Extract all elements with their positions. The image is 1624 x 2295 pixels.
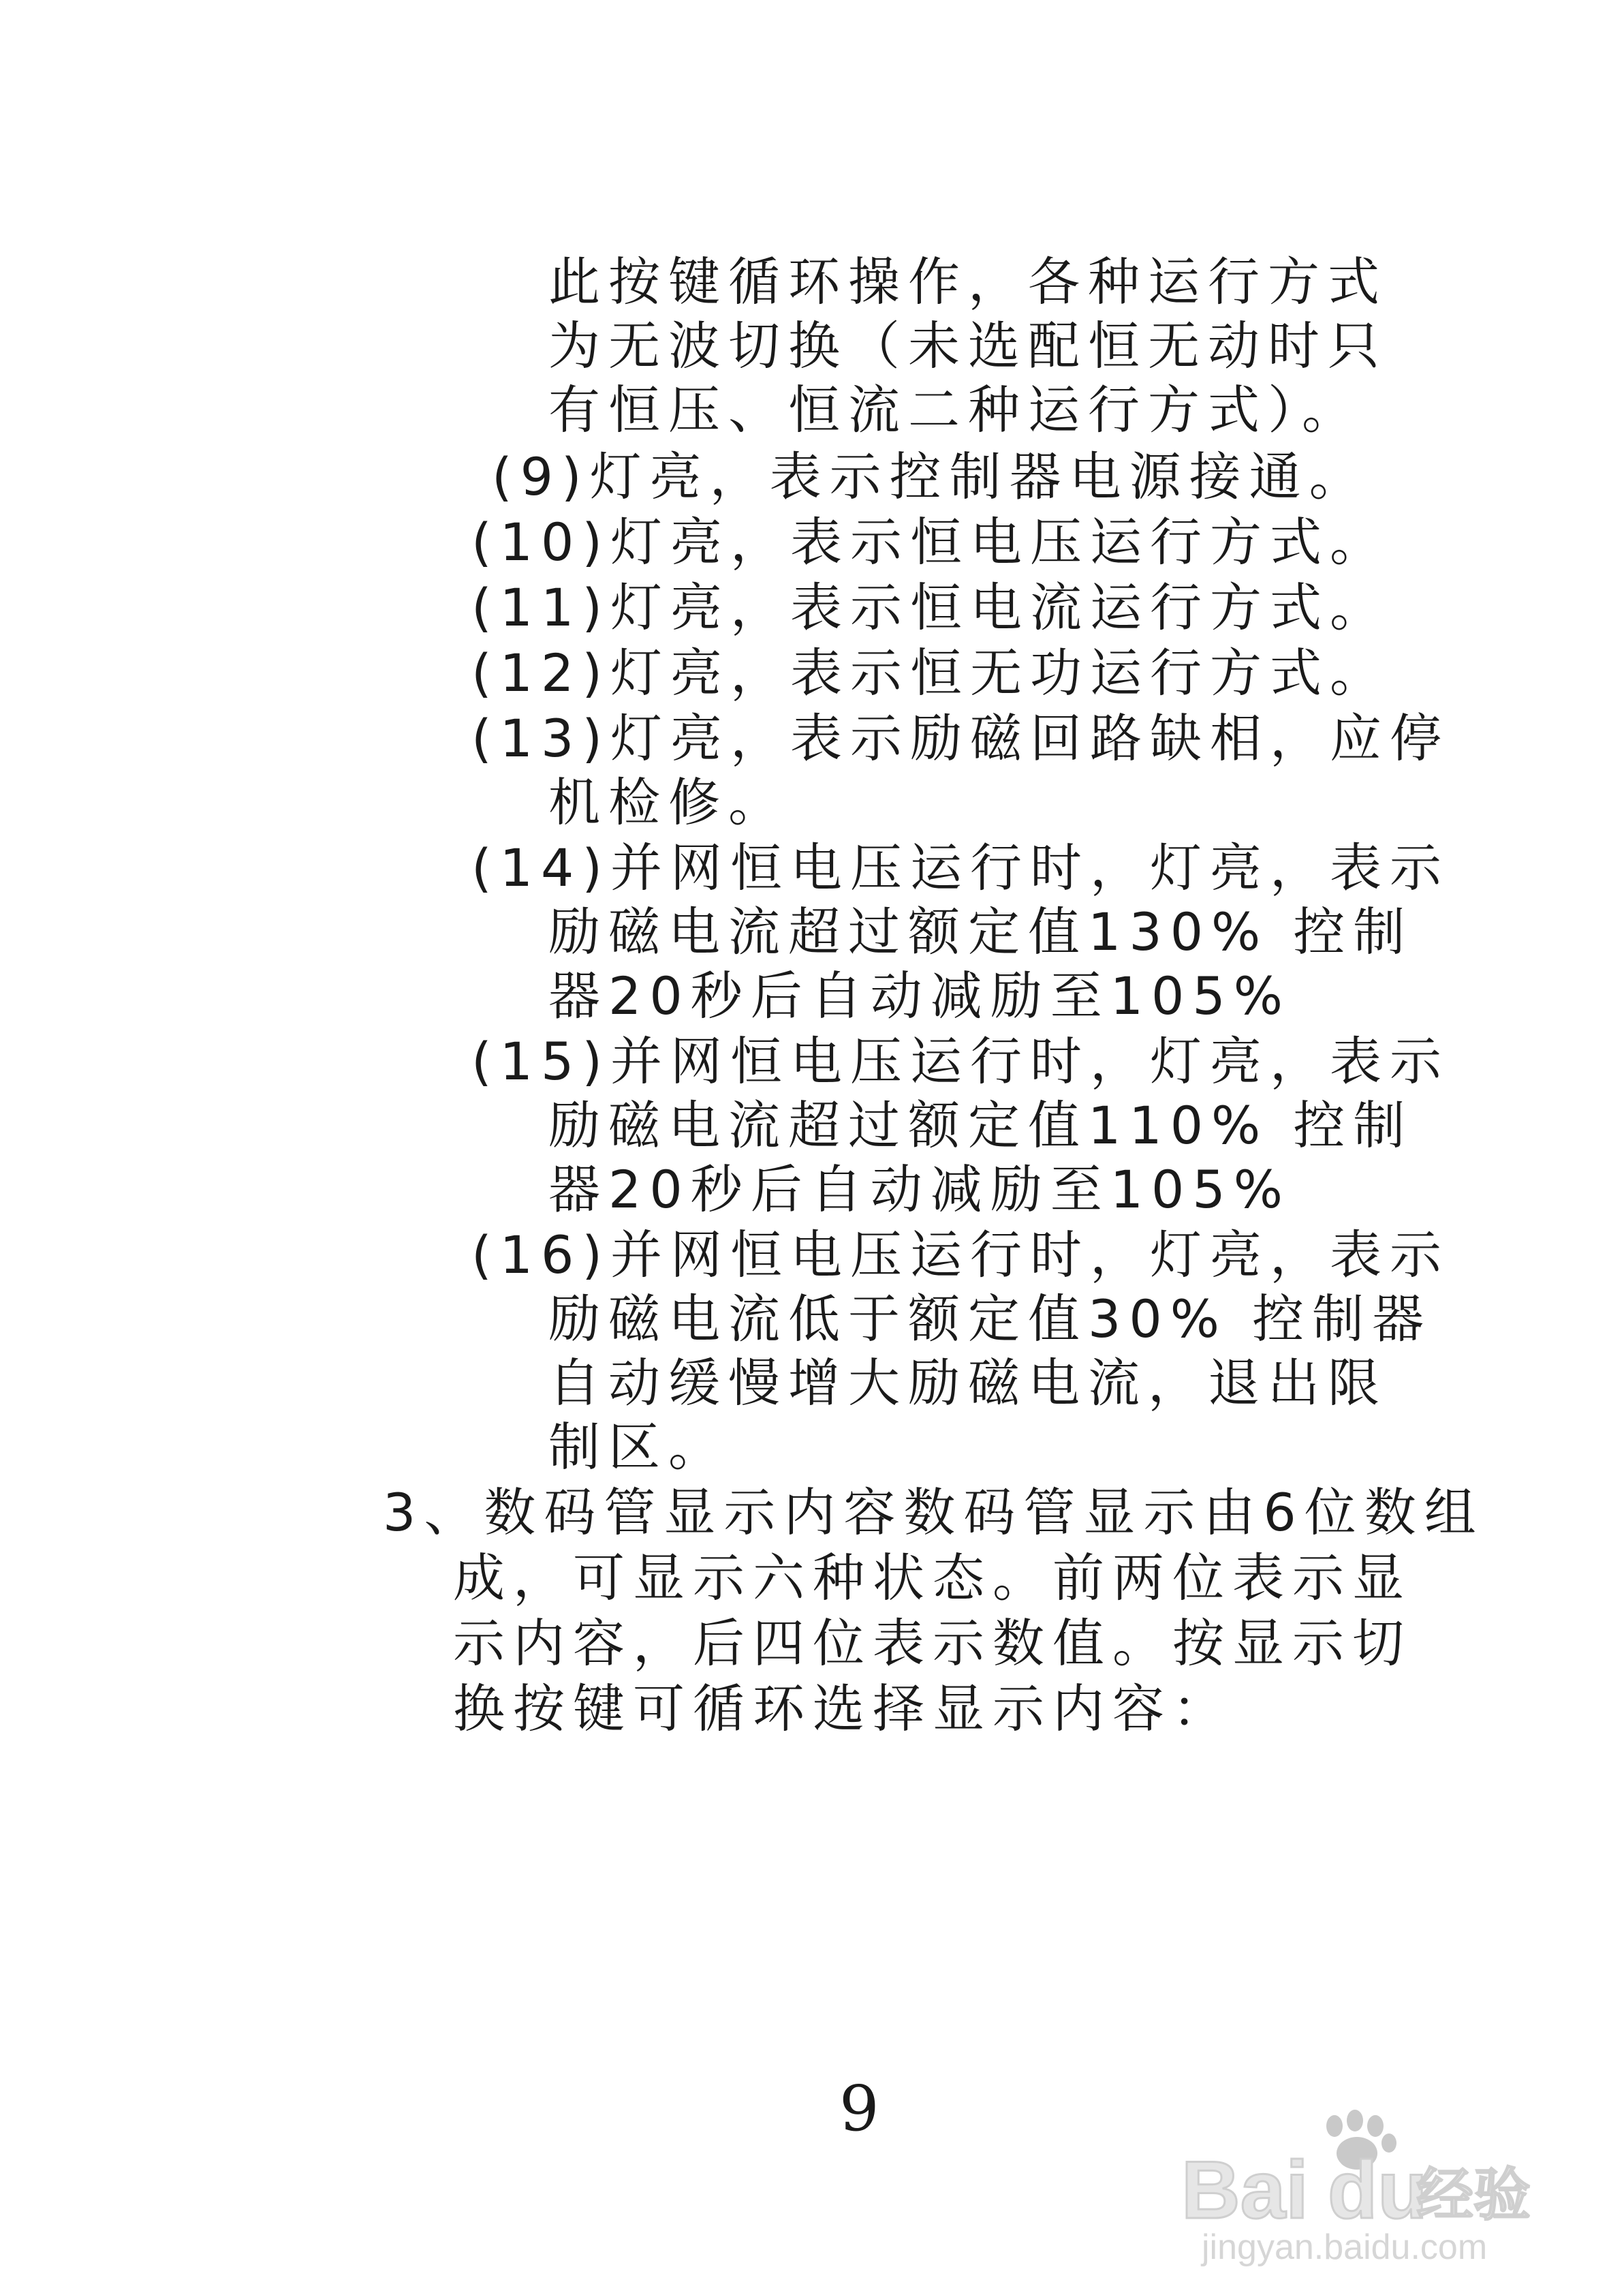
text-line: (12)灯亮，表示恒无功运行方式。 <box>471 643 1390 703</box>
text-line: 器20秒后自动减励至105% <box>548 966 1291 1026</box>
watermark-brand-du: du <box>1328 2144 1428 2236</box>
text-line: (16)并网恒电压运行时，灯亮，表示 <box>471 1224 1450 1285</box>
text-line: 3、数码管显示内容数码管显示由6位数组 <box>383 1482 1484 1543</box>
text-line: 成，可显示六种状态。前两位表示显 <box>453 1547 1412 1608</box>
text-line: (13)灯亮，表示励磁回路缺相，应停 <box>471 708 1450 769</box>
text-line: 有恒压、恒流二种运行方式）。 <box>548 380 1362 440</box>
watermark-url: jingyan.baidu.com <box>1202 2228 1488 2267</box>
text-line: (11)灯亮，表示恒电流运行方式。 <box>471 577 1390 638</box>
text-line: 自动缓慢增大励磁电流，退出限 <box>548 1353 1388 1413</box>
text-line: 机检修。 <box>548 772 788 833</box>
text-line: 器20秒后自动减励至105% <box>548 1159 1291 1220</box>
baidu-jingyan-watermark <box>1181 2106 1535 2269</box>
watermark-brand-cn: 经验 <box>1416 2161 1531 2228</box>
text-line: 励磁电流超过额定值130% 控制 <box>548 902 1414 962</box>
text-line: 励磁电流低于额定值30% 控制器 <box>548 1289 1433 1349</box>
text-line: 励磁电流超过额定值110% 控制 <box>548 1095 1414 1156</box>
watermark-brand-bai: Bai <box>1181 2144 1309 2236</box>
page-number: 9 <box>839 2072 879 2145</box>
text-line: (15)并网恒电压运行时，灯亮，表示 <box>471 1031 1450 1092</box>
text-line: (9)灯亮，表示控制器电源接通。 <box>492 446 1369 507</box>
text-line: 换按键可循环选择显示内容： <box>453 1678 1232 1739</box>
text-line: 示内容，后四位表示数值。按显示切 <box>453 1613 1412 1674</box>
text-line: 制区。 <box>548 1417 728 1477</box>
text-line: 为无波切换（未选配恒无动时只 <box>548 315 1388 376</box>
text-line: (14)并网恒电压运行时，灯亮，表示 <box>471 837 1450 898</box>
text-line: 此按键循环操作，各种运行方式 <box>548 251 1388 312</box>
text-line: (10)灯亮，表示恒电压运行方式。 <box>471 512 1390 572</box>
